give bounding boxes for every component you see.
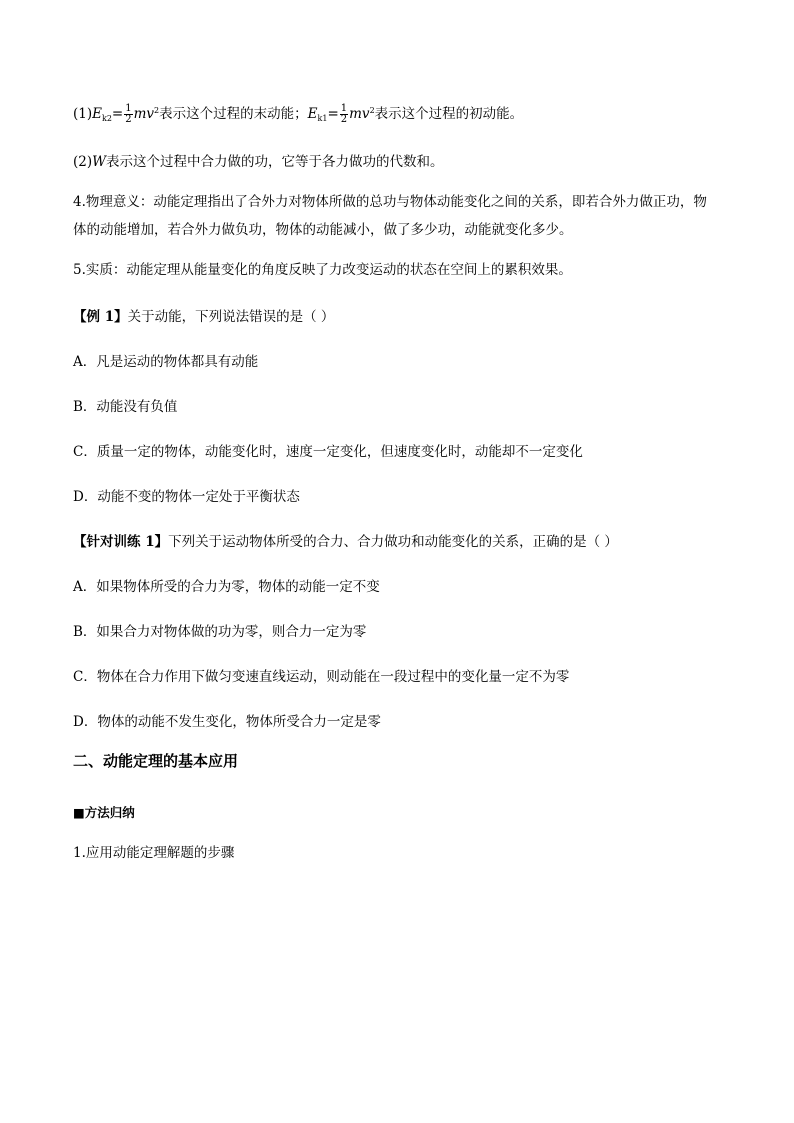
example-1-option-a: A．凡是运动的物体都具有动能 bbox=[73, 354, 259, 370]
practice-1-option-d: D．物体的动能不发生变化，物体所受合力一定是零 bbox=[73, 714, 381, 730]
method-summary-heading: ■方法归纳 bbox=[73, 805, 135, 820]
final-ke-text: 表示这个过程的末动能； bbox=[159, 106, 308, 122]
fraction-half-2: $\frac{1}{2}$ bbox=[340, 103, 348, 125]
practice-1-option-c: C．物体在合力作用下做匀变速直线运动，则动能在一段过程中的变化量一定不为零 bbox=[73, 669, 570, 685]
initial-ke-text: 表示这个过程的初动能。 bbox=[374, 106, 524, 122]
example-tag: 【例 1】 bbox=[73, 309, 128, 325]
fraction-half: $\frac{1}{2}$ bbox=[125, 103, 132, 125]
mv-term: mv bbox=[133, 106, 155, 122]
work-symbol: W bbox=[92, 154, 107, 170]
equals-sign: = bbox=[111, 106, 124, 122]
item-prefix: (1) bbox=[73, 106, 93, 122]
essence-line: 5.实质：动能定理从能量变化的角度反映了力改变运动的状态在空间上的累积效果。 bbox=[73, 262, 572, 278]
practice-1-question: 【针对训练 1】下列关于运动物体所受的合力、合力做功和动能变化的关系，正确的是（ ） bbox=[73, 534, 618, 550]
step-1-line: 1.应用动能定理解题的步骤 bbox=[73, 845, 235, 861]
section-2-heading: 二、动能定理的基本应用 bbox=[73, 752, 239, 770]
practice-tag: 【针对训练 1】 bbox=[73, 534, 169, 550]
ek2-subscript: k2 bbox=[101, 114, 112, 123]
example-1-option-c: C．质量一定的物体，动能变化时，速度一定变化，但速度变化时，动能却不一定变化 bbox=[73, 444, 583, 460]
example-1-question: 【例 1】关于动能，下列说法错误的是（ ） bbox=[73, 309, 335, 325]
meaning-line-1: 4.物理意义：动能定理指出了合外力对物体所做的总功与物体动能变化之间的关系，即若合外力做正功，物 bbox=[73, 194, 707, 210]
ek1-symbol: E bbox=[307, 106, 318, 122]
example-1-option-d: D．动能不变的物体一定处于平衡状态 bbox=[73, 489, 300, 505]
square-exponent: 2 bbox=[154, 106, 160, 115]
ek2-symbol: E bbox=[92, 106, 102, 122]
practice-1-option-a: A．如果物体所受的合力为零，物体的动能一定不变 bbox=[73, 579, 380, 595]
work-line: (2)W表示这个过程中合力做的功，它等于各力做功的代数和。 bbox=[73, 154, 444, 170]
ek1-subscript: k1 bbox=[317, 114, 328, 123]
example-1-option-b: B．动能没有负值 bbox=[73, 399, 178, 415]
formula-line-1: $(1)E_{k2}=$ $\frac{1}{2}$ $mv^2$表示这个过程的末动能；$E_{k1}=$ $\frac{1}{2}$ $mv^2$表示这个过程的初动能。 bbox=[73, 103, 524, 125]
meaning-line-2: 体的动能增加，若合外力做负功，物体的动能减小，做了多少功，动能就变化多少。 bbox=[73, 222, 573, 238]
practice-1-option-b: B．如果合力对物体做的功为零，则合力一定为零 bbox=[73, 624, 367, 640]
